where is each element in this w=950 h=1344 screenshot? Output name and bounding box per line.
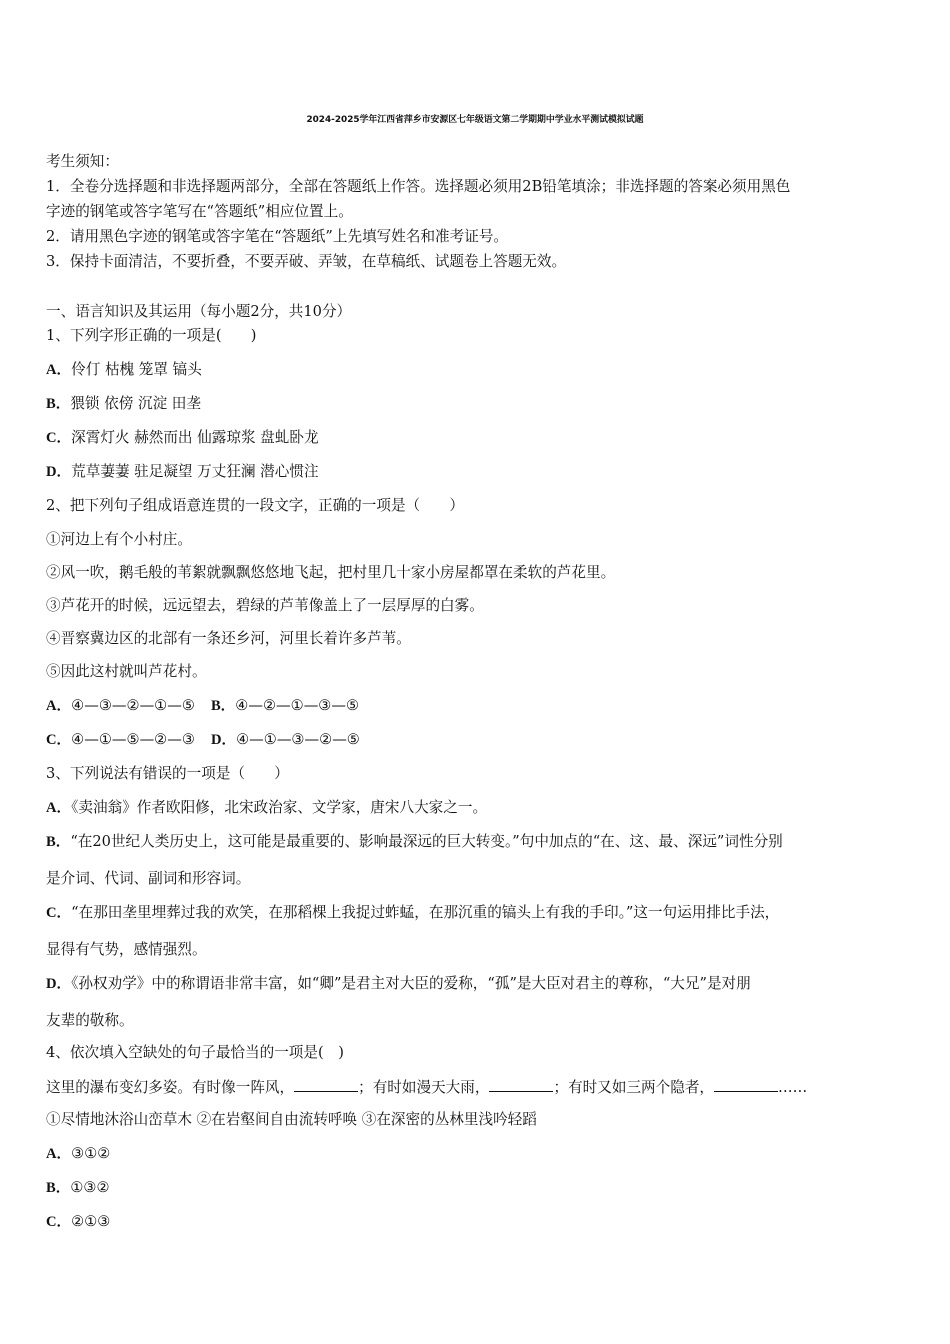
option-letter: A． <box>46 362 72 378</box>
option-text: 猥锁 依傍 沉淀 田垄 <box>70 395 201 412</box>
question-3-option-a <box>46 798 487 818</box>
question-2-options-row-2 <box>46 730 360 750</box>
option-text: ④—③—②—①—⑤ <box>71 697 195 714</box>
section-heading: 一、语言知识及其运用（每小题2分，共10分） <box>46 303 352 320</box>
notice-heading: 考生须知： <box>46 153 119 170</box>
question-3-option-c-cont: 显得有气势，感情强烈。 <box>46 941 207 958</box>
question-2-sentence: ④晋察冀边区的北部有一条还乡河，河里长着许多芦苇。 <box>46 630 411 647</box>
option-letter: A． <box>46 800 72 816</box>
option-letter: D． <box>210 732 237 748</box>
option-text: 《孙权劝学》中的称谓语非常丰富，如“卿”是君主对大臣的爱称，“孤”是大臣对君主的尊称，“大兄”是对朋 <box>71 975 751 992</box>
question-1-option-b <box>46 394 201 414</box>
option-text: ③①② <box>71 1145 111 1162</box>
option-letter: B． <box>46 396 71 412</box>
question-2-options-row-1 <box>46 696 359 716</box>
question-1-stem: 1、下列字形正确的一项是( ) <box>46 327 257 344</box>
option-text: ④—①—③—②—⑤ <box>236 731 360 748</box>
question-2-sentence: ⑤因此这村就叫芦花村。 <box>46 663 207 680</box>
option-letter: B． <box>46 834 71 850</box>
question-4-stem: 4、依次填入空缺处的句子最恰当的一项是( ) <box>46 1044 344 1061</box>
option-text: 荒草萋萋 驻足凝望 万丈狂澜 潜心惯注 <box>71 463 319 480</box>
option-letter: C． <box>46 732 72 748</box>
option-letter: D． <box>46 464 72 480</box>
option-letter: B． <box>46 1180 71 1196</box>
option-letter: C． <box>46 430 72 446</box>
option-text: “在那田垄里埋葬过我的欢笑，在那稻棵上我捉过蚱蜢，在那沉重的镐头上有我的手印。”这一句运用排比手法， <box>71 904 780 921</box>
question-2-sentence: ①河边上有个小村庄。 <box>46 531 192 548</box>
passage-text: …… <box>778 1079 808 1096</box>
option-text: 伶仃 枯槐 笼罩 镐头 <box>71 361 202 378</box>
option-letter: A． <box>46 698 72 714</box>
question-4-option-b <box>46 1178 110 1198</box>
option-text: ④—①—⑤—②—③ <box>71 731 195 748</box>
option-text: ①③② <box>70 1179 110 1196</box>
question-4-passage <box>46 1077 807 1098</box>
fill-blank <box>489 1077 553 1092</box>
option-text: ④—②—①—③—⑤ <box>235 697 360 714</box>
notice-item: 1．全卷分选择题和非选择题两部分，全部在答题纸上作答。选择题必须用2B铅笔填涂；非选择题的答案必须用黑色 <box>46 178 791 195</box>
option-letter: C． <box>46 1214 72 1230</box>
option-letter: A． <box>46 1146 72 1162</box>
question-3-option-b-cont: 是介词、代词、副词和形容词。 <box>46 870 251 887</box>
option-text: 《卖油翁》作者欧阳修，北宋政治家、文学家，唐宋八大家之一。 <box>71 799 488 816</box>
passage-text: ；有时如漫天大雨， <box>358 1079 490 1096</box>
question-3-option-d-cont: 友辈的敬称。 <box>46 1012 134 1029</box>
question-4-choices: ①尽情地沐浴山峦草木 ②在岩壑间自由流转呼唤 ③在深密的丛林里浅吟轻蹈 <box>46 1111 537 1128</box>
question-3-option-c <box>46 903 779 923</box>
question-1-option-a <box>46 360 202 380</box>
option-letter: C． <box>46 905 72 921</box>
question-3-option-d <box>46 974 751 994</box>
notice-item: 字迹的钢笔或答字笔写在“答题纸”相应位置上。 <box>46 203 353 220</box>
option-letter: B． <box>210 698 236 714</box>
question-2-sentence: ③芦花开的时候，远远望去，碧绿的芦苇像盖上了一层厚厚的白雾。 <box>46 597 484 614</box>
question-1-option-c <box>46 428 319 448</box>
fill-blank <box>714 1077 778 1092</box>
page-title: 2024-2025学年江西省萍乡市安源区七年级语文第二学期期中学业水平测试模拟试题 <box>306 115 644 125</box>
question-2-sentence: ②风一吹，鹅毛般的苇絮就飘飘悠悠地飞起，把村里几十家小房屋都罩在柔软的芦花里。 <box>46 564 616 581</box>
question-4-option-a <box>46 1144 110 1164</box>
question-3-stem: 3、下列说法有错误的一项是（ ） <box>46 765 289 782</box>
question-3-option-b <box>46 832 783 852</box>
notice-item: 3．保持卡面清洁，不要折叠，不要弄破、弄皱，在草稿纸、试题卷上答题无效。 <box>46 253 567 270</box>
option-text: 深霄灯火 赫然而出 仙露琼浆 盘虬卧龙 <box>71 429 319 446</box>
option-text: ②①③ <box>71 1213 111 1230</box>
question-4-option-c <box>46 1212 110 1232</box>
passage-text: 这里的瀑布变幻多姿。有时像一阵风， <box>46 1079 295 1096</box>
option-letter: D． <box>46 976 72 992</box>
question-2-stem: 2、把下列句子组成语意连贯的一段文字，正确的一项是（ ） <box>46 497 464 514</box>
option-text: “在20世纪人类历史上，这可能是最重要的、影响最深远的巨大转变。”句中加点的“在、这、最、深远”词性分别 <box>70 833 783 850</box>
notice-item: 2．请用黑色字迹的钢笔或答字笔在“答题纸”上先填写姓名和准考证号。 <box>46 228 509 245</box>
fill-blank <box>294 1077 358 1092</box>
question-1-option-d <box>46 462 319 482</box>
passage-text: ；有时又如三两个隐者， <box>553 1079 715 1096</box>
